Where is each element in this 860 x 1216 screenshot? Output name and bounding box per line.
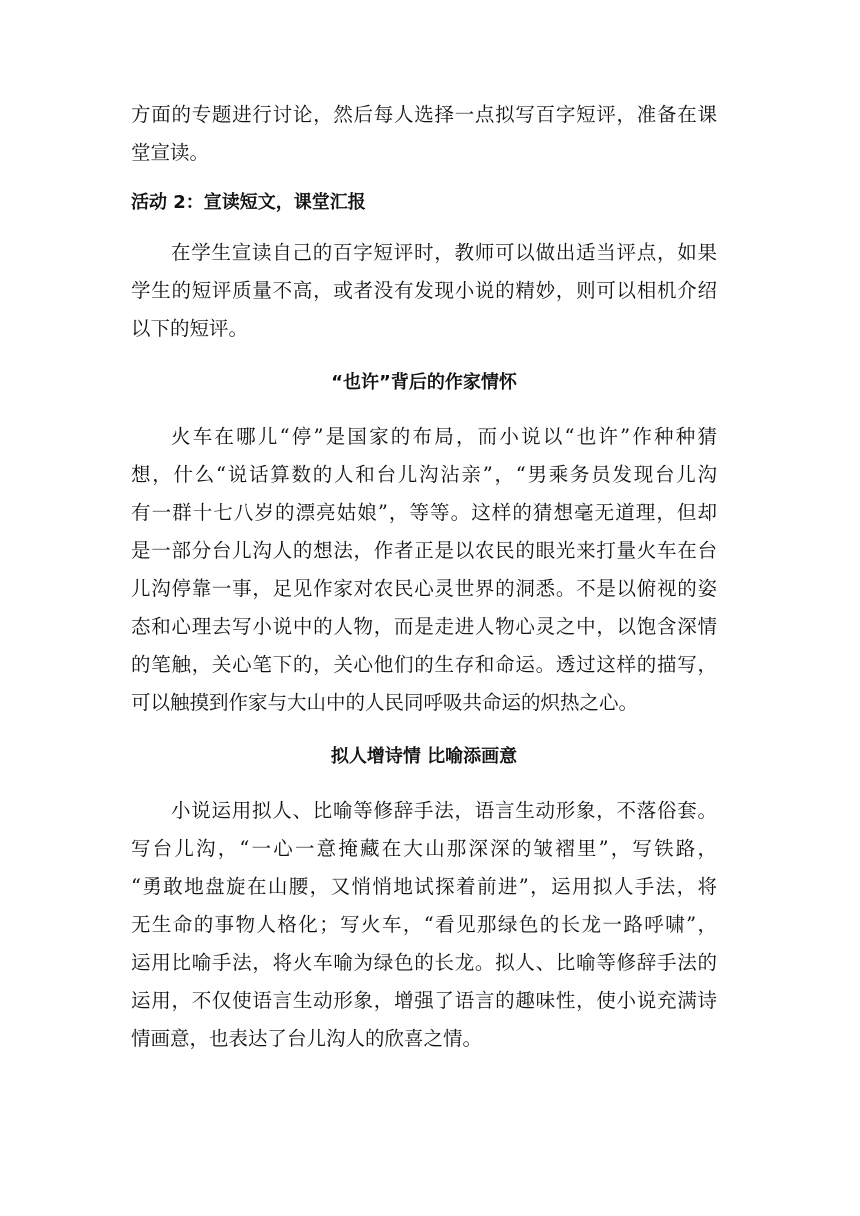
review2-line-4: 无生命的事物人格化；写火车，“看见那绿色的长龙一路呼啸”， — [131, 913, 717, 936]
review2-line-6: 运用，不仅使语言生动形象，增强了语言的趣味性，使小说充满诗 — [131, 989, 717, 1012]
review2-line-7: 情画意，也表达了台儿沟人的欣喜之情。 — [131, 1027, 483, 1050]
activity-line-2: 学生的短评质量不高，或者没有发现小说的精妙，则可以相机介绍 — [131, 279, 717, 302]
review1-line-6: 态和心理去写小说中的人物，而是走进人物心灵之中，以饱含深情 — [131, 615, 717, 638]
activity-line-3: 以下的短评。 — [131, 317, 249, 340]
document-page — [131, 96, 717, 1058]
review1-line-7: 的笔触，关心笔下的，关心他们的生存和命运。透过这样的描写， — [131, 653, 717, 676]
review1-line-4: 是一部分台儿沟人的想法，作者正是以农民的眼光来打量火车在台 — [131, 539, 717, 562]
activity-paragraph — [131, 234, 717, 348]
review1-title: “也许”背后的作家情怀 — [331, 372, 517, 393]
review1-line-3: 有一群十七八岁的漂亮姑娘”，等等。这样的猜想毫无道理，但却 — [131, 501, 717, 524]
intro-line-2: 堂宣读。 — [131, 141, 210, 164]
review2-title: 拟人增诗情 比喻添画意 — [330, 746, 518, 767]
review2-paragraph — [131, 792, 717, 1058]
activity-heading: 活动 2：宣读短文，课堂汇报 — [131, 192, 366, 213]
review1-line-8: 可以触摸到作家与大山中的人民同呼吸共命运的炽热之心。 — [131, 691, 639, 714]
review2-line-2: 写台儿沟，“一心一意掩藏在大山那深深的皱褶里”，写铁路， — [131, 837, 717, 860]
review2-line-3: “勇敢地盘旋在山腰，又悄悄地试探着前进”，运用拟人手法，将 — [131, 875, 717, 898]
activity-line-1: 在学生宣读自己的百字短评时，教师可以做出适当评点，如果 — [171, 241, 717, 264]
review1-paragraph — [131, 418, 717, 722]
review1-line-2: 想，什么“说话算数的人和台儿沟沾亲”，“男乘务员发现台儿沟 — [131, 463, 717, 486]
intro-line-1: 方面的专题进行讨论，然后每人选择一点拟写百字短评，准备在课 — [131, 103, 717, 126]
review1-line-1: 火车在哪儿“停”是国家的布局，而小说以“也许”作种种猜 — [171, 425, 717, 448]
review2-line-1: 小说运用拟人、比喻等修辞手法，语言生动形象，不落俗套。 — [171, 799, 717, 822]
intro-paragraph — [131, 96, 717, 172]
review1-line-5: 儿沟停靠一事，足见作家对农民心灵世界的洞悉。不是以俯视的姿 — [131, 577, 717, 600]
review2-line-5: 运用比喻手法，将火车喻为绿色的长龙。拟人、比喻等修辞手法的 — [131, 951, 717, 974]
